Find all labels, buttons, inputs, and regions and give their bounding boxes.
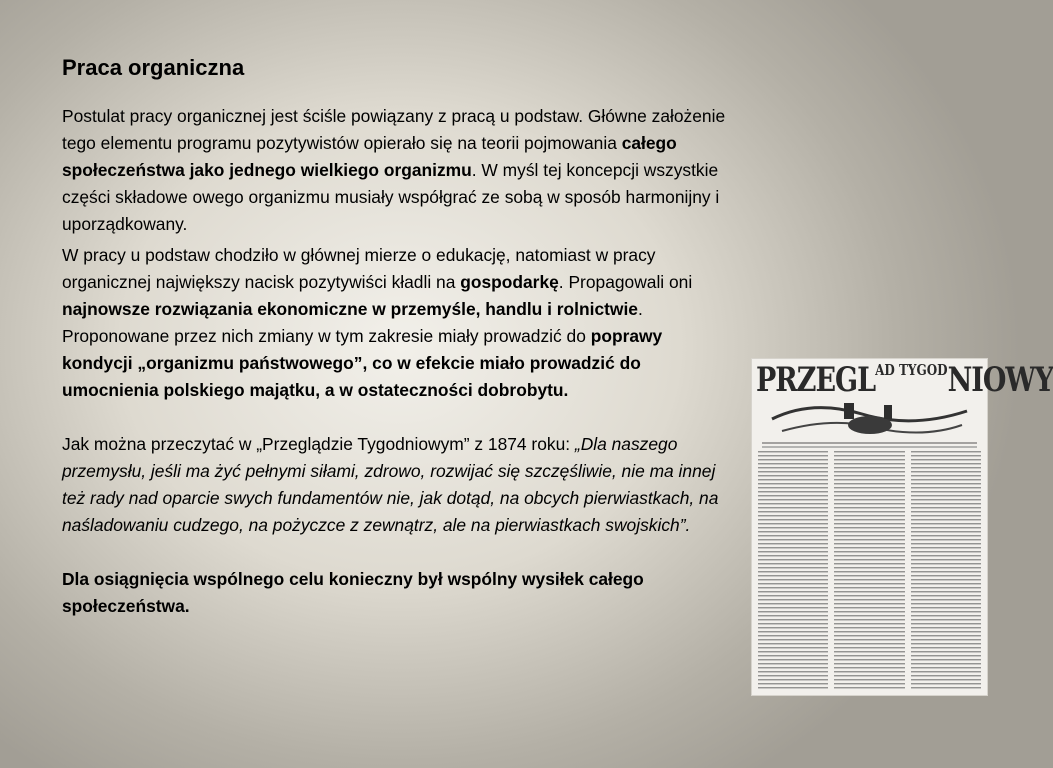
text-segment: . Propagowali oni [558,272,693,292]
text-segment: Postulat pracy organicznej jest ściśle powiązany z pracą u podstaw. Główne założenie tego elementu programu pozytywistów opierało się na teorii pojmowania [62,106,726,153]
paragraph-conclusion [62,566,732,620]
paragraph-quote [62,431,732,539]
newspaper-column [911,451,981,689]
newspaper-columns [758,451,981,689]
newspaper-image [752,359,1053,695]
bold-text-segment: poprawy kondycji „organizmu państwowego”, co w efekcie miało prowadzić do umocnienia polskiego majątku, a w ostateczności dobrobytu. [62,326,663,400]
masthead-text-small: AD TYGOD [875,361,948,379]
italic-quote: „Dla naszego przemysłu, jeśli ma żyć pełnymi siłami, zdrowo, rozwijać się szczęśliwie, nie ma innej też rady nad oparcie swych fundamentów nie, jak dotąd, na obcych pierwiastkach, na naśladowaniu cudzego, na pożyczce z zewnątrz, ale na pierwiastkach swojskich”. [62,434,719,535]
paragraph-economy [62,242,732,404]
newspaper-column [758,451,828,689]
paragraph-organic-work [62,103,732,238]
masthead-text-end: NIOWY [947,361,1053,400]
bold-conclusion: Dla osiągnięcia wspólnego celu konieczny był wspólny wysiłek całego społeczeństwa. [62,569,644,616]
spacer [62,404,732,431]
text-segment: . Proponowane przez nich zmiany w tym zakresie miały prowadzić do [62,299,643,346]
masthead-text: PRZEGL [756,361,876,400]
bold-text-segment: całego społeczeństwa jako jednego wielkiego organizmu [62,133,677,180]
text-segment: Jak można przeczytać w „Przeglądzie Tygodniowym” z 1874 roku: [62,434,575,454]
slide-body [62,103,732,620]
newspaper-column [834,451,904,689]
slide-title: Praca organiczna [62,55,245,80]
text-segment: . W myśl tej koncepcji wszystkie części składowe owego organizmu musiały współgrać ze sobą w sposób harmonijny i uporządkowany. [62,160,720,234]
text-segment: W pracy u podstaw chodziło w głównej mierze o edukację, natomiast w pracy organicznej największy nacisk pozytywiści kładli na [62,245,656,292]
bold-text-segment: najnowsze rozwiązania ekonomiczne w przemyśle, handlu i rolnictwie [62,299,638,319]
bold-text-segment: gospodarkę [460,272,559,292]
spacer [62,539,732,566]
